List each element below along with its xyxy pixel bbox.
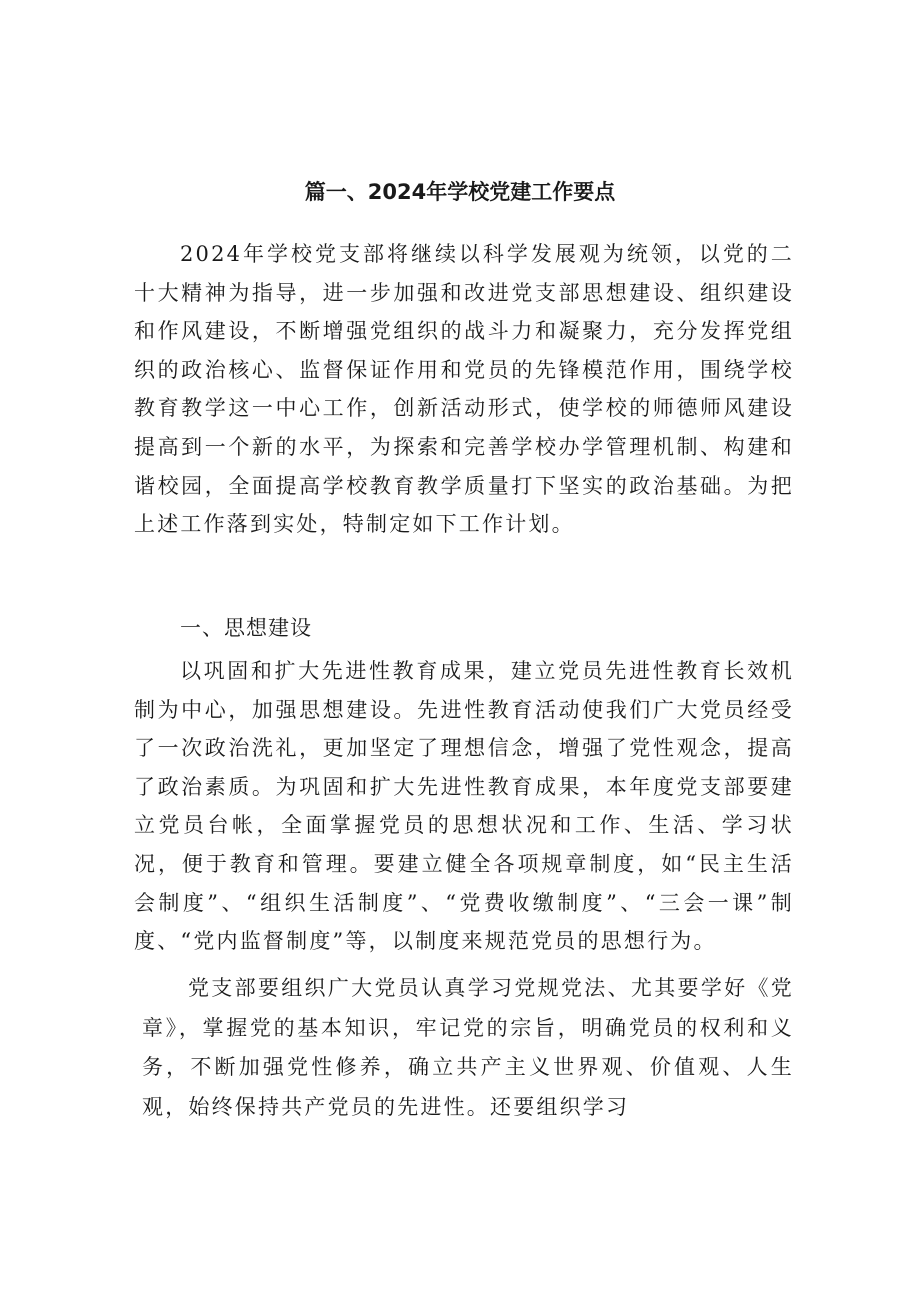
section-1-paragraph-2: 党支部要组织广大党员认真学习党规党法、尤其要学好《党章》，掌握党的基本知识，牢记党的宗旨，明确党员的权利和义务，不断加强党性修养，确立共产主义世界观、价值观、人生观，始终保持共产党员的先进性。还要组织学习	[142, 976, 794, 1119]
document-title: 篇一、2024年学校党建工作要点	[304, 180, 616, 205]
section-heading-ideology: 一、思想建设	[180, 616, 312, 640]
intro-paragraph: 2024年学校党支部将继续以科学发展观为统领，以党的二十大精神为指导，进一步加强和改进党支部思想建设、组织建设和作风建设，不断增强党组织的战斗力和凝聚力，充分发挥党组织的政治核心、监督保证作用和党员的先锋模范作用，围绕学校教育教学这一中心工作，创新活动形式，使学校的师德师风建设提高到一个新的水平，为探索和完善学校办学管理机制、构建和谐校园，全面提高学校教育教学质量打下坚实的政治基础。为把上述工作落到实处，特制定如下工作计划。	[134, 242, 794, 537]
section-1-paragraph-1: 以巩固和扩大先进性教育成果，建立党员先进性教育长效机制为中心，加强思想建设。先进性教育活动使我们广大党员经受了一次政治洗礼，更加坚定了理想信念，增强了党性观念，提高了政治素质。为巩固和扩大先进性教育成果，本年度党支部要建立党员台帐，全面掌握党员的思想状况和工作、生活、学习状况，便于教育和管理。要建立健全各项规章制度，如“民主生活会制度”、“组织生活制度”、“党费收缴制度”、“三会一课”制度、“党内监督制度”等，以制度来规范党员的思想行为。	[134, 659, 794, 954]
